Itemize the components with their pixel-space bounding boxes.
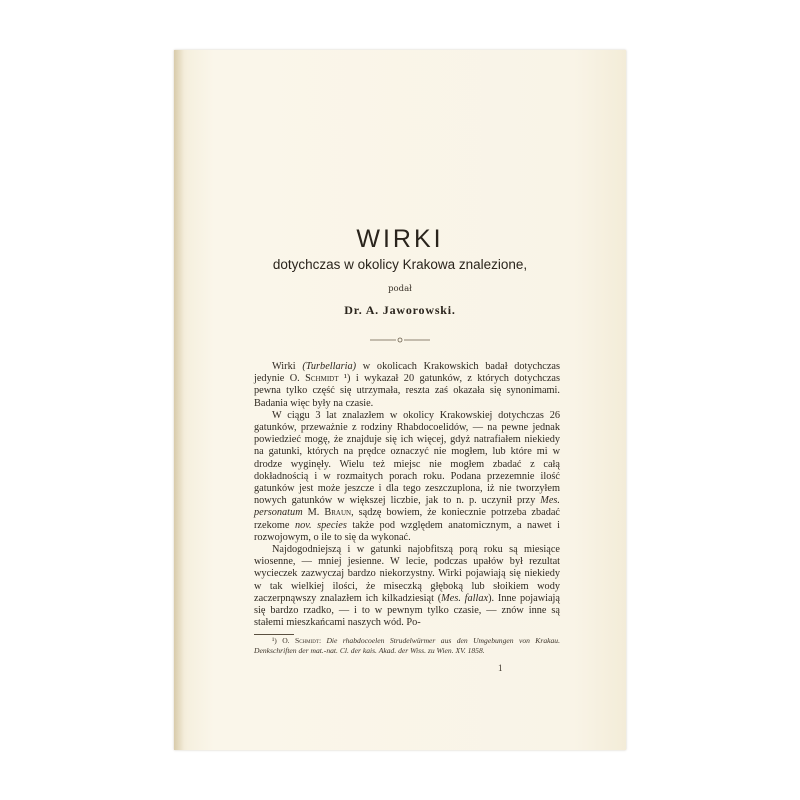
paragraph-1: Wirki (Turbellaria) w okolicach Krakowskich badał dotychczas jedynie O. Schmidt ¹) i wykazał 20 gatunków, z których dotychczas pewna tylko część się utrzymała, reszta zaś okazała się synonimami. Badania więc były na czasie. (254, 361, 561, 409)
page-number: 1 (498, 663, 503, 673)
document-subtitle: dotychczas w okolicy Krakowa znalezione, (272, 257, 528, 272)
document-page (174, 50, 626, 750)
author-name: Dr. A. Jaworowski. (344, 303, 456, 317)
footnote: ¹) O. Schmidt: Die rhabdocoelen Strudelwürmer aus den Umgebungen von Krakau. Denkschriften der mat.-nat. Cl. der kais. Akad. der Wiss. zu Wien. XV. 1858. (254, 636, 560, 655)
body-text (254, 361, 560, 629)
divider-ornament (370, 337, 430, 343)
footnote-rule (254, 634, 294, 635)
paragraph-2: W ciągu 3 lat znalazłem w okolicy Krakowskiej dotychczas 26 gatunków, przeważnie z rodziny Rhabdocoelidów, — na pewne jednak powiedzieć mogę, że znajduje się ich więcej, gdyż natrafiałem niekiedy na gatunki, których na prędce oznaczyć nie mogłem, lub które mi w drodze wyginęły. Wielu też miejsc nie mogłem zbadać z całą dokładnością i w rozmaitych porach roku. Podana przezemnie ilość gatunków jest może jeszcze i dla tego zeszczuplona, iż nie tworzyłem nowych gatunków w większej liczbie, jak to n. p. uczynił przy Mes. personatum M. Braun, sądzę bowiem, że koniecznie potrzeba zbadać rzekome nov. species także pod względem anatomicznym, a nawet i rozwojowym, o ile to się da wykonać. (254, 409, 560, 543)
byline: podał (388, 284, 412, 294)
paragraph-3: Najdogodniejszą i w gatunki najobfitszą porą roku są miesiące wiosenne, — mniej jesienne. W lecie, podczas upałów był rezultat wycieczek zazwyczaj bardzo niekorzystny. Wirki pojawiają się niekiedy w tak wielkiej ilości, że miseczką głęboką lub słoikiem wody zaczerpnąwszy znalazłem ich kilkadziesiąt (Mes. fallax). Inne pojawiają się bardzo rzadko, — i to w pewnym tylko czasie, — znów inne są stałemi mieszkańcami naszych wód. Po- (254, 544, 560, 629)
document-title: WIRKI (356, 225, 444, 253)
